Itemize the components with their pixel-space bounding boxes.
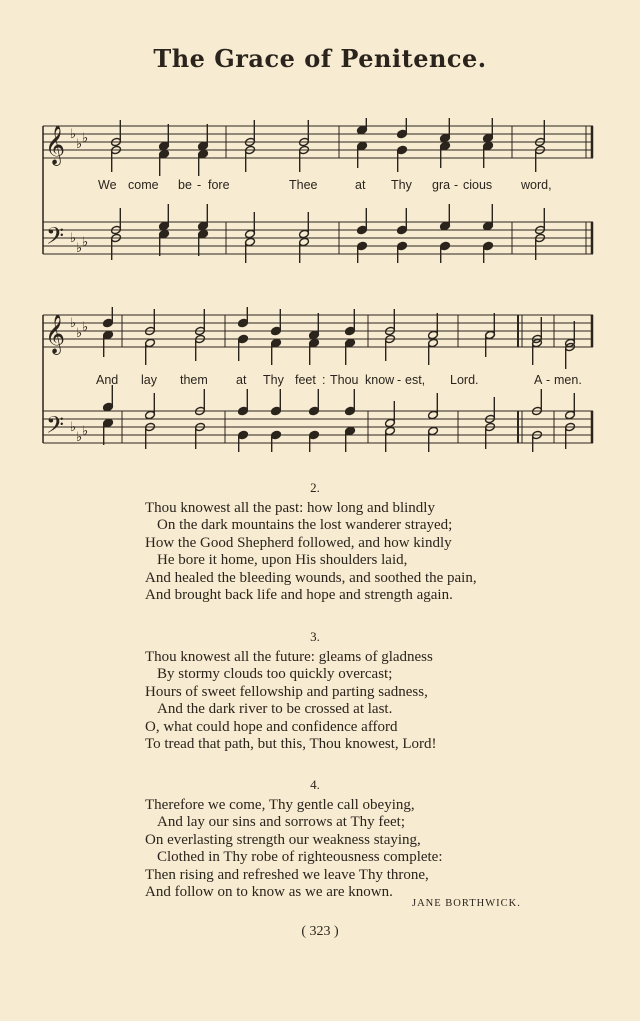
lyric-syllable: feet bbox=[295, 373, 316, 387]
lyric-syllable: - bbox=[397, 373, 402, 387]
svg-text:𝄞: 𝄞 bbox=[45, 125, 66, 165]
stanza-number: 4. bbox=[310, 777, 320, 792]
verse-line: Then rising and refreshed we leave Thy throne, bbox=[145, 866, 429, 883]
verse-line: How the Good Shepherd followed, and how kindly bbox=[145, 534, 452, 551]
lyric-syllable: cious bbox=[463, 178, 493, 192]
verse-line: O, what could hope and confidence afford bbox=[145, 718, 398, 735]
stanza-number: 2. bbox=[310, 480, 320, 495]
verse-line: On the dark mountains the lost wanderer strayed; bbox=[157, 517, 453, 533]
lyric-syllable: A bbox=[534, 373, 543, 387]
verse-line: Thou knowest all the future: gleams of gladness bbox=[145, 648, 433, 665]
lyric-syllable: Lord. bbox=[450, 373, 479, 387]
svg-text:♭: ♭ bbox=[82, 424, 89, 439]
verse-line: Therefore we come, Thy gentle call obeying, bbox=[145, 796, 415, 813]
verse-line: Thou knowest all the past: how long and blindly bbox=[145, 499, 435, 516]
verse-line: And healed the bleeding wounds, and soothed the pain, bbox=[145, 569, 477, 586]
lyric-syllable: them bbox=[180, 373, 208, 387]
lyric-syllable: men. bbox=[554, 373, 582, 387]
stanza-4 bbox=[145, 776, 565, 902]
svg-text:𝄢: 𝄢 bbox=[46, 222, 65, 255]
verse-line: On everlasting strength our weakness staying, bbox=[145, 831, 421, 848]
svg-text:♭: ♭ bbox=[82, 131, 89, 146]
svg-text:𝄞: 𝄞 bbox=[45, 314, 66, 354]
lyric-syllable: And bbox=[96, 373, 119, 387]
stanza-2 bbox=[145, 479, 565, 605]
verse-line: Hours of sweet fellowship and parting sadness, bbox=[145, 683, 428, 700]
svg-text:𝄢: 𝄢 bbox=[46, 411, 65, 444]
music-system-1 bbox=[40, 118, 595, 263]
lyric-syllable: - bbox=[546, 373, 551, 387]
music-notation bbox=[40, 307, 595, 452]
lyric-syllable: be bbox=[178, 178, 192, 192]
svg-text:♭: ♭ bbox=[70, 231, 77, 246]
page-number: ( 323 ) bbox=[301, 924, 339, 939]
svg-text:♭: ♭ bbox=[70, 316, 77, 331]
stanza-number: 3. bbox=[310, 629, 320, 644]
svg-text:♭: ♭ bbox=[76, 241, 83, 256]
lyric-syllable: We bbox=[98, 178, 117, 192]
lyric-syllable: - bbox=[454, 178, 459, 192]
lyric-syllable: - bbox=[197, 178, 202, 192]
author-credit: JANE BORTHWICK. bbox=[412, 898, 521, 909]
lyric-syllable: word, bbox=[521, 178, 552, 192]
verse-line: And lay our sins and sorrows at Thy feet; bbox=[157, 814, 406, 830]
verse-line: And brought back life and hope and strength again. bbox=[145, 587, 453, 603]
lyric-syllable: gra bbox=[432, 178, 451, 192]
music-system-2 bbox=[40, 307, 595, 452]
lyric-syllable: at bbox=[355, 178, 366, 192]
verse-line: And the dark river to be crossed at last. bbox=[157, 701, 393, 717]
lyric-syllable: come bbox=[128, 178, 159, 192]
svg-text:♭: ♭ bbox=[76, 137, 83, 152]
lyric-syllable: Thou bbox=[330, 373, 359, 387]
verse-line: And follow on to know as we are known. bbox=[145, 884, 393, 900]
lyric-syllable: fore bbox=[208, 178, 230, 192]
lyric-syllable: : bbox=[322, 373, 326, 387]
stanza-3 bbox=[145, 628, 565, 754]
svg-text:♭: ♭ bbox=[70, 420, 77, 435]
verse-line: He bore it home, upon His shoulders laid, bbox=[157, 552, 408, 568]
svg-text:♭: ♭ bbox=[82, 235, 89, 250]
lyric-syllable: Thy bbox=[391, 178, 412, 192]
svg-text:♭: ♭ bbox=[76, 326, 83, 341]
lyric-syllable: Thee bbox=[289, 178, 318, 192]
hymn-title: The Grace of Penitence. bbox=[153, 44, 487, 73]
lyric-syllable: at bbox=[236, 373, 247, 387]
verse-line: By stormy clouds too quickly overcast; bbox=[157, 666, 393, 682]
lyric-syllable: Thy bbox=[263, 373, 284, 387]
lyric-syllable: est, bbox=[405, 373, 426, 387]
lyric-syllable: know bbox=[365, 373, 395, 387]
svg-text:♭: ♭ bbox=[76, 430, 83, 445]
lyric-syllable: lay bbox=[141, 373, 157, 387]
verse-line: To tread that path, but this, Thou knowest, Lord! bbox=[145, 736, 437, 752]
svg-text:♭: ♭ bbox=[82, 320, 89, 335]
verse-line: Clothed in Thy robe of righteousness complete: bbox=[157, 849, 443, 865]
svg-text:♭: ♭ bbox=[70, 127, 77, 142]
